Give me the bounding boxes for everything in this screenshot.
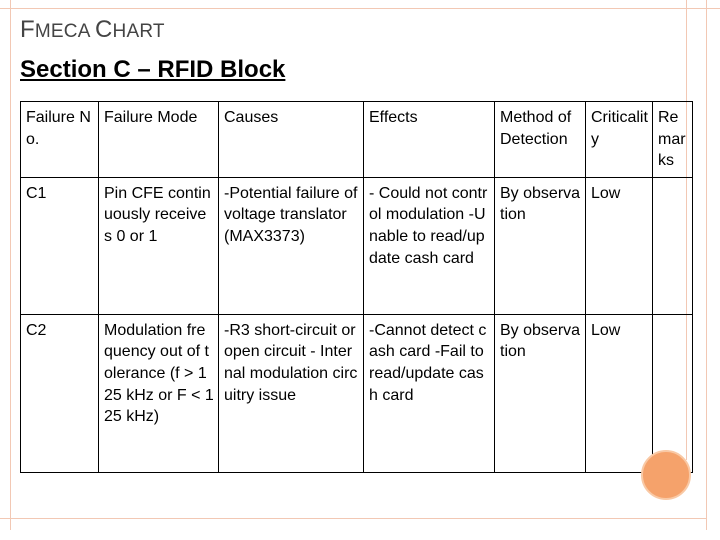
slide-subtitle: Section C – RFID Block bbox=[20, 56, 286, 83]
frame-line-top bbox=[0, 8, 720, 9]
table-cell: C2 bbox=[21, 314, 99, 472]
decorative-orange-circle bbox=[641, 450, 691, 500]
header-cell: Failure No. bbox=[21, 102, 99, 178]
frame-line-left bbox=[10, 0, 11, 530]
header-cell: Causes bbox=[219, 102, 364, 178]
table-header-row bbox=[21, 102, 693, 178]
table-cell: -Cannot detect cash card -Fail to read/update cash card bbox=[364, 314, 495, 472]
header-cell: Remarks bbox=[653, 102, 693, 178]
table-cell: -Potential failure of voltage translator (MAX3373) bbox=[219, 177, 364, 314]
table-row bbox=[21, 314, 693, 472]
header-cell: Failure Mode bbox=[99, 102, 219, 178]
header-cell: Effects bbox=[364, 102, 495, 178]
table-cell: Low bbox=[586, 314, 653, 472]
table-cell: By observation bbox=[495, 314, 586, 472]
header-cell: Criticality bbox=[586, 102, 653, 178]
table-cell: Pin CFE continuously receives 0 or 1 bbox=[99, 177, 219, 314]
fmeca-table bbox=[20, 101, 693, 473]
frame-line-bottom bbox=[0, 518, 706, 519]
table-cell: - Could not control modulation -Unable to read/update cash card bbox=[364, 177, 495, 314]
header-cell: Method of Detection bbox=[495, 102, 586, 178]
table-cell bbox=[653, 177, 693, 314]
table-cell: By observation bbox=[495, 177, 586, 314]
slide-title: FMECA CHART bbox=[20, 16, 165, 43]
table-cell: Modulation frequency out of tolerance (f > 125 kHz or F < 125 kHz) bbox=[99, 314, 219, 472]
table-cell bbox=[653, 314, 693, 472]
table-cell: C1 bbox=[21, 177, 99, 314]
table-cell: Low bbox=[586, 177, 653, 314]
table-row bbox=[21, 177, 693, 314]
frame-line-right-outer bbox=[706, 0, 707, 530]
table-cell: -R3 short-circuit or open circuit - Internal modulation circuitry issue bbox=[219, 314, 364, 472]
